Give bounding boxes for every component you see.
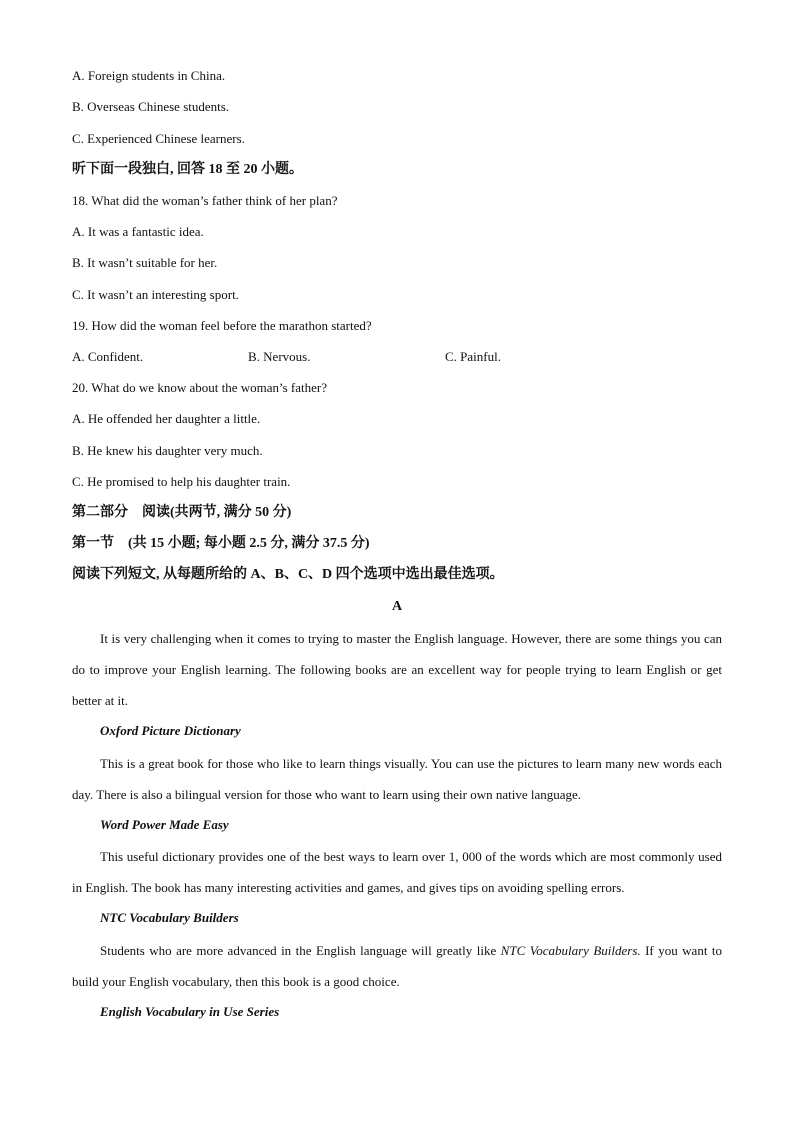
book-title-english-vocabulary: English Vocabulary in Use Series bbox=[100, 1004, 280, 1019]
book-text-ntc-italic-title: NTC Vocabulary Builders. bbox=[500, 943, 641, 958]
book-text-oxford bbox=[72, 748, 722, 810]
q18-stem: 18. What did the woman’s father think of her plan? bbox=[72, 193, 338, 208]
q20-stem: 20. What do we know about the woman’s father? bbox=[72, 380, 327, 395]
book-text-oxford-content: This is a great book for those who like to learn things visually. You can use the pictures to learn many new words each day. There is also a bilingual version for those who want to learn using their own native language. bbox=[72, 756, 722, 802]
passage-intro-text: It is very challenging when it comes to trying to master the English language. However, there are some things you can do to improve your English learning. The following books are an excellent way for people trying to learn English or get better at it. bbox=[72, 631, 722, 708]
book-text-ntc-after: If you want to build your English vocabulary, then this book is a good choice. bbox=[72, 943, 722, 989]
q18-option-c: C. It wasn’t an interesting sport. bbox=[72, 287, 239, 302]
book-text-ntc-before: Students who are more advanced in the English language will greatly like bbox=[100, 943, 501, 958]
q19-option-b: B. Nervous. bbox=[248, 349, 311, 364]
q19-option-c: C. Painful. bbox=[445, 349, 501, 364]
q18-option-b: B. It wasn’t suitable for her. bbox=[72, 255, 218, 270]
q19-option-a: A. Confident. bbox=[72, 349, 144, 364]
q20-option-c: C. He promised to help his daughter train. bbox=[72, 474, 291, 489]
passage-label: A bbox=[391, 599, 403, 614]
book-title-word-power: Word Power Made Easy bbox=[100, 817, 229, 832]
q17-option-b: B. Overseas Chinese students. bbox=[72, 99, 230, 114]
passage-intro bbox=[72, 623, 722, 716]
part2-instruction: 阅读下列短文, 从每题所给的 A、B、C、D 四个选项中选出最佳选项。 bbox=[72, 567, 504, 582]
part2-heading: 第二部分 阅读(共两节, 满分 50 分) bbox=[72, 505, 292, 520]
q17-option-a: A. Foreign students in China. bbox=[72, 68, 226, 83]
book-text-word-power bbox=[72, 841, 722, 903]
q19-stem: 19. How did the woman feel before the marathon started? bbox=[72, 318, 372, 333]
section-instruction: 听下面一段独白, 回答 18 至 20 小题。 bbox=[72, 162, 303, 177]
book-text-word-power-content: This useful dictionary provides one of the best ways to learn over 1, 000 of the words which are most commonly used in English. The book has many interesting activities and games, and gives tips on avoiding spelling errors. bbox=[72, 849, 722, 895]
q18-option-a: A. It was a fantastic idea. bbox=[72, 224, 204, 239]
q20-option-a: A. He offended her daughter a little. bbox=[72, 411, 261, 426]
part2-section1-heading: 第一节 (共 15 小题; 每小题 2.5 分, 满分 37.5 分) bbox=[72, 536, 370, 551]
q20-option-b: B. He knew his daughter very much. bbox=[72, 443, 263, 458]
q17-option-c: C. Experienced Chinese learners. bbox=[72, 131, 245, 146]
book-text-ntc bbox=[72, 935, 722, 997]
book-title-ntc: NTC Vocabulary Builders bbox=[100, 910, 239, 925]
book-title-oxford: Oxford Picture Dictionary bbox=[100, 723, 241, 738]
